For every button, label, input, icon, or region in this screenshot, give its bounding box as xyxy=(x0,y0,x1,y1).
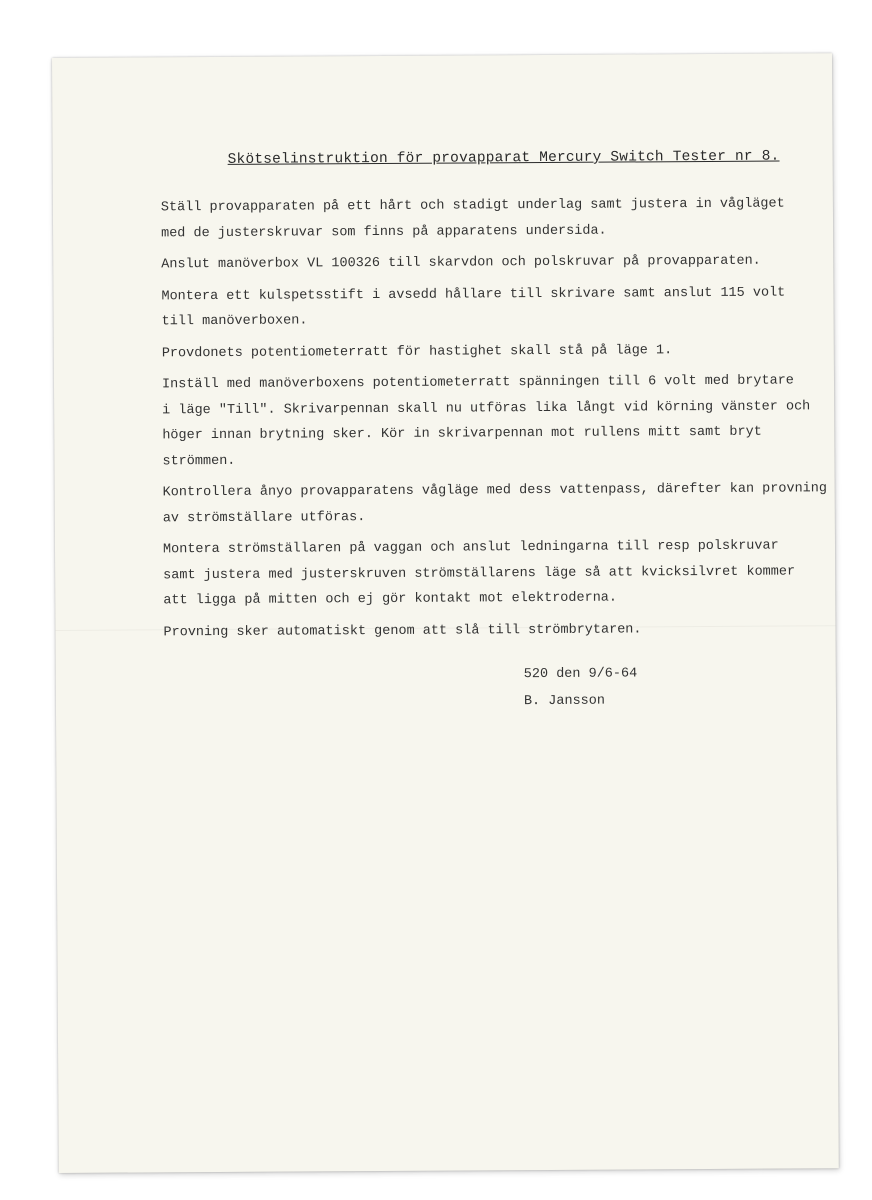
text-line: Montera ett kulspetsstift i avsedd hållare till skrivare samt anslut 115 volt xyxy=(161,285,786,304)
text-line: av strömställare utföras. xyxy=(162,509,366,526)
text-line: Inställ med manöverboxens potentiometerratt spänningen till 6 volt med brytare xyxy=(161,373,794,393)
text-line: Montera strömställaren på vaggan och anslut ledningarna till resp polskruvar xyxy=(162,538,779,558)
text-line: Provdonets potentiometerratt för hastighet skall stå på läge 1. xyxy=(161,342,673,361)
paragraph-level-check xyxy=(162,476,828,531)
signature-block xyxy=(524,660,638,715)
instruction-body xyxy=(160,191,828,651)
text-line: att ligga på mitten och ej gör kontakt mot elektroderna. xyxy=(163,590,618,609)
text-line: strömmen. xyxy=(162,453,236,469)
text-line: till manöverboxen. xyxy=(161,313,308,330)
text-line: samt justera med justerskruven strömställarens läge så att kvicksilvret kommer xyxy=(163,563,796,583)
text-line: höger innan brytning sker. Kör in skrivarpennan mot rullens mitt samt bryt xyxy=(162,424,762,444)
paragraph-voltage-setting xyxy=(161,368,811,474)
paragraph-connect-box xyxy=(161,248,801,277)
signature-date: 520 den 9/6-64 xyxy=(523,666,638,683)
signature-name: B. Jansson xyxy=(523,693,606,710)
text-line: Kontrollera ånyo provapparatens vågläge med dess vattenpass, därefter kan provning xyxy=(162,481,828,501)
text-line: Ställ provapparaten på ett hårt och stadigt underlag samt justera in vågläget xyxy=(160,196,785,216)
paragraph-switch-mount xyxy=(163,533,803,613)
document-title: Skötselinstruktion för provapparat Mercury Switch Tester nr 8. xyxy=(227,148,780,168)
text-line: med de justerskruvar som finns på apparatens undersida. xyxy=(161,223,607,241)
text-line: Anslut manöverbox VL 100326 till skarvdon och polskruvar på provapparaten. xyxy=(161,253,761,273)
document-sheet xyxy=(52,53,839,1173)
paragraph-speed-setting xyxy=(162,337,802,366)
paragraph-level-setup xyxy=(161,191,801,246)
paragraph-test-run xyxy=(163,616,803,645)
paragraph-pen-mount xyxy=(161,280,801,335)
text-line: Provning sker automatiskt genom att slå till strömbrytaren. xyxy=(163,621,642,640)
text-line: i läge "Till". Skrivarpennan skall nu utföras lika långt vid körning vänster och xyxy=(162,398,811,418)
